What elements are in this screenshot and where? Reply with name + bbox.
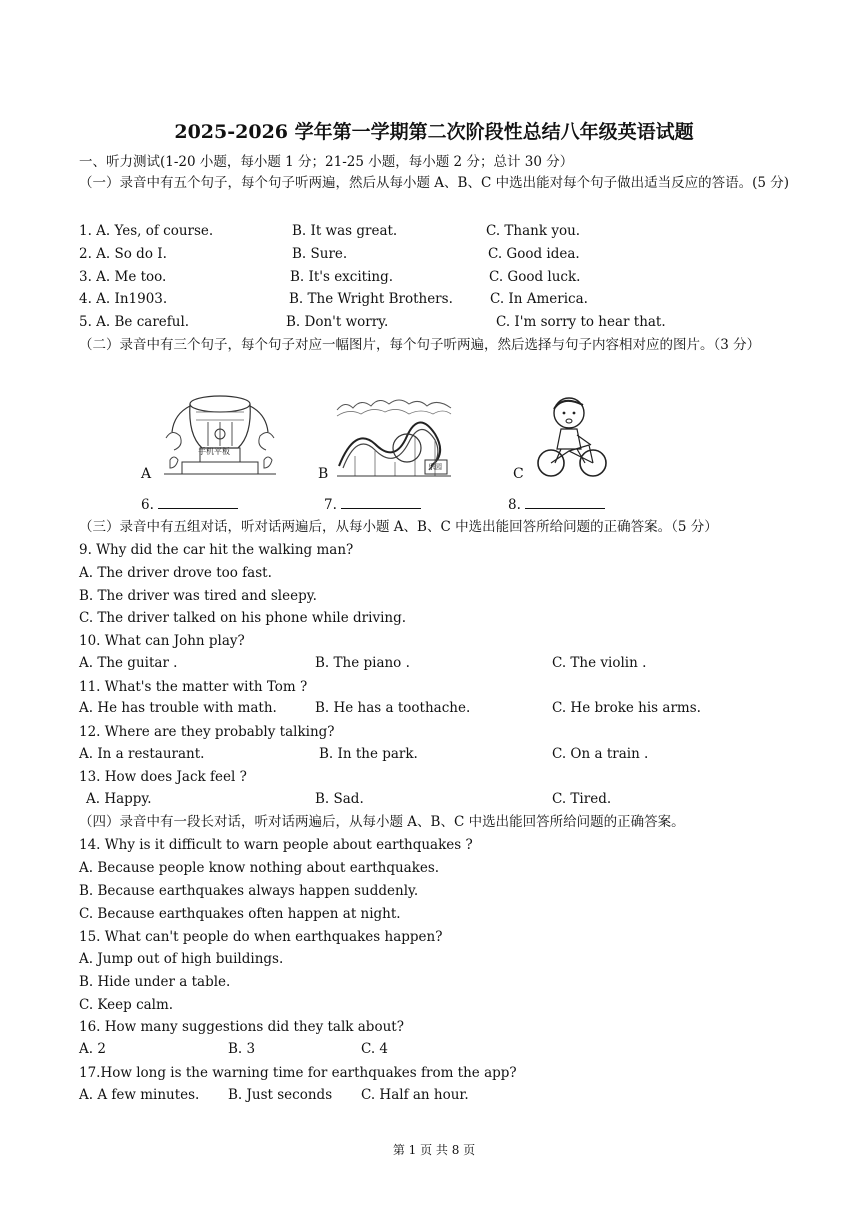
part-heading: 一、听力测试(1-20 小题，每小题 1 分；21-25 小题，每小题 2 分；总计 30 分） (79, 154, 574, 170)
page-footer: 第 1 页 共 8 页 (392, 1143, 476, 1157)
q3-option-b: B. It's exciting. (290, 269, 394, 285)
q14-option-b: B. Because earthquakes always happen suddenly. (79, 883, 419, 899)
q16-option-c: C. 4 (361, 1041, 389, 1057)
q1-option-a: 1. A. Yes, of course. (79, 223, 214, 239)
blank-6-number: 6. (141, 497, 154, 513)
q9-option-c: C. The driver talked on his phone while driving. (79, 610, 407, 626)
picture-a-phone-tablet (160, 390, 280, 480)
q3-option-a: 3. A. Me too. (79, 269, 167, 285)
q12-question: 12. Where are they probably talking? (79, 724, 335, 740)
trophy-monument-icon (160, 390, 280, 480)
blank-6-line[interactable] (158, 496, 238, 509)
q5-option-c: C. I'm sorry to hear that. (496, 314, 666, 330)
q15-option-b: B. Hide under a table. (79, 974, 231, 990)
page-title: 2025-2026 学年第一学期第二次阶段性总结八年级英语试题 (174, 121, 694, 143)
q11-option-b: B. He has a toothache. (315, 700, 471, 716)
section-2-instructions: （二）录音中有三个句子，每个句子对应一幅图片，每个句子听两遍，然后选择与句子内容相对应的图片。（3 分） (79, 337, 761, 353)
blank-6[interactable] (141, 496, 238, 513)
q17-question: 17.How long is the warning time for earthquakes from the app? (79, 1065, 517, 1081)
picture-b-sign: 乐园 (428, 463, 442, 471)
q11-option-a: A. He has trouble with math. (79, 700, 277, 716)
q9-option-a: A. The driver drove too fast. (79, 565, 272, 581)
section-4-instructions: （四）录音中有一段长对话，听对话两遍后，从每小题 A、B、C 中选出能回答所给问题的正确答案。 (79, 814, 685, 830)
q13-option-b: B. Sad. (315, 791, 364, 807)
q13-question: 13. How does Jack feel ? (79, 769, 247, 785)
q12-option-a: A. In a restaurant. (79, 746, 205, 762)
q14-question: 14. Why is it difficult to warn people about earthquakes ? (79, 837, 473, 853)
q9-question: 9. Why did the car hit the walking man? (79, 542, 354, 558)
q17-option-c: C. Half an hour. (361, 1087, 469, 1103)
q4-option-b: B. The Wright Brothers. (289, 291, 453, 307)
section-1-instructions: （一）录音中有五个句子，每个句子听两遍，然后从每小题 A、B、C 中选出能对每个句子做出适当反应的答语。(5 分) (79, 175, 789, 191)
q15-option-c: C. Keep calm. (79, 997, 174, 1013)
q14-option-c: C. Because earthquakes often happen at night. (79, 906, 401, 922)
blank-7-number: 7. (324, 497, 337, 513)
q4-option-c: C. In America. (490, 291, 588, 307)
blank-8-number: 8. (508, 497, 521, 513)
q10-option-b: B. The piano . (315, 655, 410, 671)
q13-option-c: C. Tired. (552, 791, 612, 807)
q3-option-c: C. Good luck. (489, 269, 581, 285)
q2-option-a: 2. A. So do I. (79, 246, 167, 262)
blank-8-line[interactable] (525, 496, 605, 509)
q2-option-c: C. Good idea. (488, 246, 580, 262)
picture-b-roller-coaster (335, 396, 453, 478)
picture-c-boy-cycling (533, 393, 611, 479)
q1-option-c: C. Thank you. (486, 223, 581, 239)
picture-a-label: A (141, 466, 152, 482)
section-3-instructions: （三）录音中有五组对话，听对话两遍后，从每小题 A、B、C 中选出能回答所给问题的正确答案。（5 分） (79, 519, 718, 535)
q16-question: 16. How many suggestions did they talk about? (79, 1019, 404, 1035)
q5-option-b: B. Don't worry. (286, 314, 389, 330)
q16-option-b: B. 3 (228, 1041, 256, 1057)
q4-option-a: 4. A. In1903. (79, 291, 168, 307)
q17-option-a: A. A few minutes. (79, 1087, 200, 1103)
q14-option-a: A. Because people know nothing about earthquakes. (79, 860, 440, 876)
blank-7[interactable] (324, 496, 421, 513)
q12-option-b: B. In the park. (319, 746, 418, 762)
q12-option-c: C. On a train . (552, 746, 649, 762)
q10-question: 10. What can John play? (79, 633, 245, 649)
q10-option-c: C. The violin . (552, 655, 647, 671)
q11-question: 11. What's the matter with Tom ? (79, 679, 308, 695)
picture-c-label: C (513, 466, 524, 482)
q15-question: 15. What can't people do when earthquakes happen? (79, 929, 443, 945)
q9-option-b: B. The driver was tired and sleepy. (79, 588, 317, 604)
q11-option-c: C. He broke his arms. (552, 700, 701, 716)
blank-8[interactable] (508, 496, 605, 513)
q1-option-b: B. It was great. (292, 223, 398, 239)
q15-option-a: A. Jump out of high buildings. (79, 951, 284, 967)
q10-option-a: A. The guitar . (79, 655, 178, 671)
q13-option-a: A. Happy. (86, 791, 152, 807)
boy-on-bicycle-icon (533, 393, 611, 479)
blank-7-line[interactable] (341, 496, 421, 509)
q17-option-b: B. Just seconds (228, 1087, 333, 1103)
q16-option-a: A. 2 (79, 1041, 106, 1057)
picture-b-label: B (318, 466, 329, 482)
picture-a-sign: 手机平板 (198, 447, 230, 456)
q2-option-b: B. Sure. (292, 246, 348, 262)
q5-option-a: 5. A. Be careful. (79, 314, 190, 330)
